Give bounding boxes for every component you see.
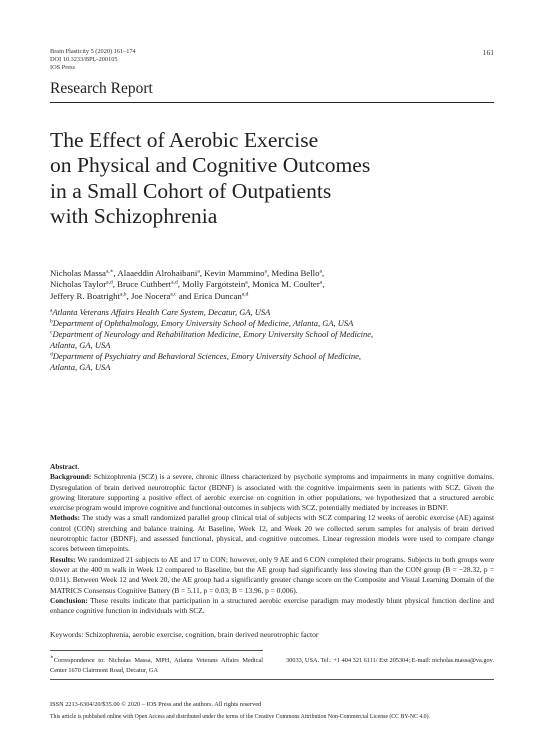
author-name: , Alaaeddin Alrohaibani: [113, 268, 198, 278]
author-name: and Erica Duncan: [176, 290, 242, 301]
correspondence-footnote: [50, 656, 263, 675]
author-affiliation-mark: a: [264, 268, 267, 275]
footnote-left-text: Correspondence to: Nicholas Massa, MPH, Atlanta Veterans Affairs Medical Center 1670 Clairmont Road, Decatur, GA: [50, 657, 263, 674]
author-list: [50, 268, 495, 302]
background-label: Background:: [50, 472, 92, 482]
affiliation-label: c: [50, 329, 53, 336]
issn-line: ISSN 2213-6304/20/$35.00 © 2020 – IOS Press and the authors. All rights reserved: [50, 701, 262, 708]
header-rule: [50, 102, 494, 103]
footer-rule: [50, 679, 494, 680]
author-name: , Kevin Mammino: [199, 268, 265, 278]
author-affiliation-mark: a,d: [106, 279, 113, 286]
author-name: , Molly Fargotstein: [177, 279, 246, 290]
page-number: 161: [482, 48, 494, 57]
results-label: Results:: [50, 554, 76, 564]
affiliation-label: a: [50, 307, 53, 314]
affiliation-a: [50, 307, 495, 318]
title-line: The Effect of Aerobic Exercise: [50, 128, 319, 152]
author-line: [50, 268, 495, 279]
correspondence-footnote-cont: 30033, USA. Tel.: +1 404 321 6111/ Ext 205304; E-mail: nicholas.massa@va.gov.: [286, 657, 494, 664]
author-affiliation-mark: a: [319, 268, 322, 275]
footnote-rule: [50, 650, 263, 651]
abstract: [50, 462, 494, 616]
affiliation-label: d: [50, 351, 53, 358]
section-heading: Research Report: [50, 80, 153, 97]
results-text: We randomized 21 subjects to AE and 17 to CON; however, only 9 AE and 6 CON completed their programs. Subjects in both groups were slower at the 400 m walk in Week 12 compared to Baseline, but the AE group had significantly less slowing than the CON group (B = −28.32, p = 0.011). Between Week 12 and Week 20, the AE group had a significantly greater change score on the Composite and Visual Learning Domain of the MATRICS Consensus Cognitive Battery (B = 5.11, p = 0.03; B = 13.96, p = 0.006).: [50, 554, 494, 595]
affiliation-b: [50, 318, 495, 329]
affiliation-d: [50, 351, 495, 362]
author-affiliation-mark: a: [319, 279, 323, 286]
methods-label: Methods:: [50, 513, 80, 523]
title-line: with Schizophrenia: [50, 204, 218, 229]
author-affiliation-mark: a,∗: [105, 268, 114, 275]
author-separator: ,: [321, 268, 325, 278]
affiliation-c: [50, 329, 495, 340]
author-line: [50, 279, 495, 290]
title-line: on Physical and Cognitive Outcomes: [50, 153, 371, 178]
author-name: , Medina Bello: [266, 268, 320, 278]
author-affiliation-mark: a,c: [170, 291, 177, 298]
journal-publisher: IOS Press: [50, 64, 76, 71]
affiliation-text: Department of Ophthalmology, Emory University School of Medicine, Atlanta, GA, USA: [52, 318, 354, 328]
article-title: [50, 128, 500, 230]
author-name: Jeffery R. Boatright: [50, 290, 120, 301]
affiliation-list: [50, 307, 495, 373]
abstract-methods: [50, 513, 494, 554]
affiliation-c-cont: Atlanta, GA, USA: [50, 340, 111, 350]
license-line: This article is published online with Open Access and distributed under the terms of the Creative Commons Attribution Non-Commercial License (CC BY-NC 4.0).: [50, 714, 430, 720]
affiliation-label: b: [50, 318, 53, 325]
conclusion-text: These results indicate that participation in a structured aerobic exercise paradigm may modestly blunt physical function decline and enhance cognitive function in individuals with SCZ.: [50, 595, 495, 616]
author-affiliation-mark: a,d: [171, 279, 178, 286]
affiliation-text: Department of Psychiatry and Behavioral Sciences, Emory University School of Medicine,: [52, 351, 362, 361]
abstract-results: [50, 555, 494, 596]
journal-doi: DOI 10.3233/BPL-200105: [50, 56, 118, 63]
journal-info: [50, 48, 136, 72]
author-separator: ,: [322, 279, 325, 290]
affiliation-text: Department of Neurology and Rehabilitation Medicine, Emory University School of Medicine,: [52, 329, 374, 339]
abstract-heading: Abstract.: [50, 462, 80, 471]
author-affiliation-mark: a: [245, 279, 248, 286]
affiliation-d-cont: Atlanta, GA, USA: [50, 362, 111, 372]
conclusion-label: Conclusion:: [50, 595, 88, 605]
keywords: Keywords: Schizophrenia, aerobic exercise, cognition, brain derived neurotrophic factor: [50, 630, 319, 639]
author-affiliation-mark: a: [197, 268, 200, 275]
author-affiliation-mark: a,d: [241, 291, 249, 298]
author-name: , Bruce Cuthbert: [112, 279, 172, 290]
author-line: [50, 291, 495, 302]
affiliation-text: Atlanta Veterans Affairs Health Care System, Decatur, GA, USA: [52, 307, 271, 317]
abstract-conclusion: [50, 596, 494, 617]
author-name: , Joe Nocera: [126, 290, 171, 301]
author-name: Nicholas Taylor: [50, 279, 107, 290]
journal-citation: Brain Plasticity 5 (2020) 161–174: [50, 48, 136, 55]
author-name: , Monica M. Coulter: [247, 279, 320, 290]
title-line: in a Small Cohort of Outpatients: [50, 178, 332, 203]
background-text: Schizophrenia (SCZ) is a severe, chronic illness characterized by psychotic symptoms and impairments in many cognitive domains. Dysregulation of brain derived neurotrophic factor (BDNF) is associated with the cognitive impairments seen in patients with SCZ. Given the growing literature supporting a positive effect of aerobic exercise on cognition in other populations, we hypothesized that a structured aerobic exercise program would improve cognitive and functional outcomes in subjects with SCZ, potentially mediated by increases in BDNF.: [50, 472, 494, 513]
author-affiliation-mark: a,b: [119, 291, 127, 298]
abstract-background: [50, 472, 494, 513]
author-name: Nicholas Massa: [50, 268, 106, 278]
footnote-marker: ∗: [50, 654, 54, 661]
methods-text: The study was a small randomized parallel group clinical trial of subjects with SCZ comparing 12 weeks of aerobic exercise (AE) against control (CON) stretching and balance training. At Baseline, Week 12, and Week 20 we collected serum samples for analysis of brain derived neurotrophic factor (BDNF), and assessed functional, physical, and cognitive outcomes. Linear regression models were used to compare change scores between timepoints.: [50, 513, 494, 554]
